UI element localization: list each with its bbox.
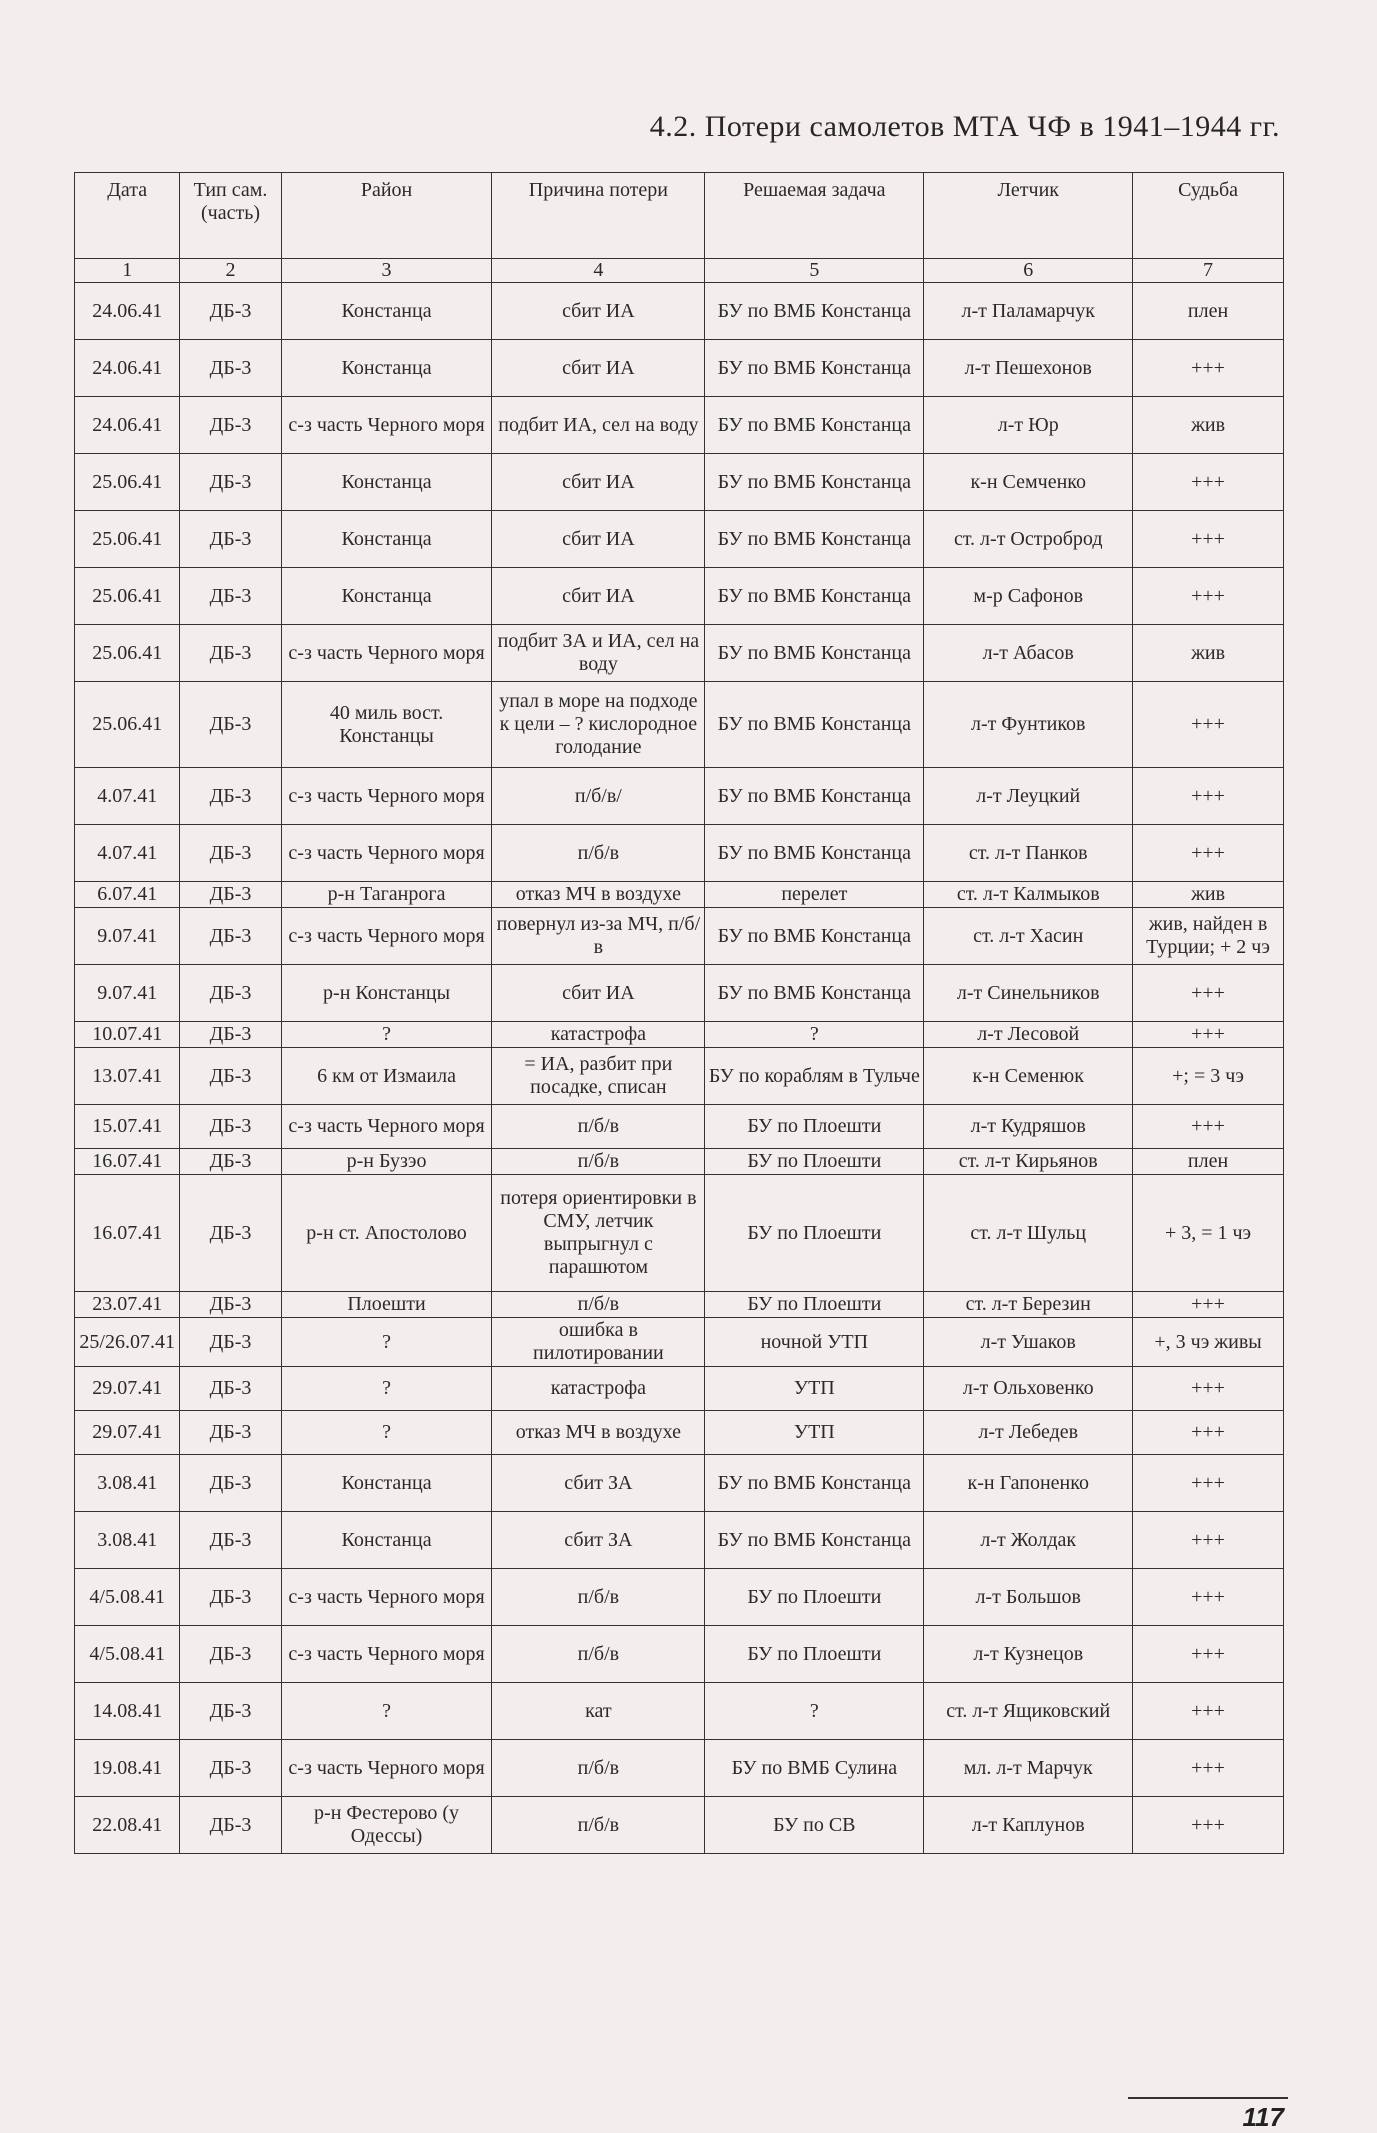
cell-pilot: к-н Семченко [924,454,1133,511]
cell-mission: БУ по СВ [705,1797,924,1854]
cell-fate: жив, найден в Турции; + 2 чэ [1133,908,1284,965]
cell-area: с-з часть Черного моря [281,825,492,882]
cell-loss-cause: сбит ИА [492,340,705,397]
cell-loss-cause: п/б/в [492,1797,705,1854]
cell-mission: БУ по ВМБ Констанца [705,682,924,768]
cell-fate: жив [1133,882,1284,908]
cell-aircraft-type: ДБ-3 [180,1411,281,1455]
table-row [75,1149,1284,1175]
column-number: 2 [180,259,281,283]
cell-date: 15.07.41 [75,1105,180,1149]
cell-area: Констанца [281,340,492,397]
cell-pilot: ст. л-т Березин [924,1292,1133,1318]
cell-pilot: л-т Синельников [924,965,1133,1022]
cell-fate: жив [1133,625,1284,682]
table-row [75,1455,1284,1512]
cell-area: Плоешти [281,1292,492,1318]
cell-date: 25/26.07.41 [75,1318,180,1367]
cell-date: 9.07.41 [75,908,180,965]
table-row [75,1175,1284,1292]
cell-date: 3.08.41 [75,1455,180,1512]
cell-fate: +++ [1133,1455,1284,1512]
cell-loss-cause: кат [492,1683,705,1740]
cell-aircraft-type: ДБ-3 [180,283,281,340]
cell-area: Констанца [281,511,492,568]
cell-aircraft-type: ДБ-3 [180,1455,281,1512]
cell-date: 24.06.41 [75,397,180,454]
cell-area: с-з часть Черного моря [281,1105,492,1149]
cell-aircraft-type: ДБ-3 [180,1569,281,1626]
cell-loss-cause: п/б/в [492,1149,705,1175]
cell-fate: +++ [1133,1105,1284,1149]
cell-loss-cause: сбит ИА [492,511,705,568]
cell-aircraft-type: ДБ-3 [180,568,281,625]
cell-fate: +++ [1133,1411,1284,1455]
cell-aircraft-type: ДБ-3 [180,1683,281,1740]
cell-area: ? [281,1367,492,1411]
cell-mission: БУ по ВМБ Констанца [705,908,924,965]
cell-aircraft-type: ДБ-3 [180,625,281,682]
cell-loss-cause: сбит ЗА [492,1455,705,1512]
cell-loss-cause: п/б/в [492,1569,705,1626]
cell-area: ? [281,1318,492,1367]
cell-mission: БУ по ВМБ Констанца [705,568,924,625]
cell-fate: + 3, = 1 чэ [1133,1175,1284,1292]
cell-area: р-н Бузэо [281,1149,492,1175]
cell-aircraft-type: ДБ-3 [180,1048,281,1105]
column-header-area: Район [281,173,492,259]
cell-loss-cause: сбит ЗА [492,1512,705,1569]
cell-pilot: л-т Лебедев [924,1411,1133,1455]
cell-mission: ? [705,1683,924,1740]
cell-mission: БУ по Плоешти [705,1175,924,1292]
cell-area: р-н Констанцы [281,965,492,1022]
cell-fate: +++ [1133,1292,1284,1318]
cell-date: 29.07.41 [75,1411,180,1455]
cell-mission: БУ по Плоешти [705,1569,924,1626]
cell-fate: +++ [1133,511,1284,568]
cell-aircraft-type: ДБ-3 [180,882,281,908]
cell-mission: УТП [705,1367,924,1411]
cell-area: Констанца [281,568,492,625]
cell-date: 4/5.08.41 [75,1569,180,1626]
cell-area: 6 км от Измаила [281,1048,492,1105]
cell-area: р-н Фестерово (у Одессы) [281,1797,492,1854]
cell-loss-cause: подбит ИА, сел на воду [492,397,705,454]
cell-fate: +++ [1133,340,1284,397]
cell-mission: УТП [705,1411,924,1455]
cell-loss-cause: сбит ИА [492,283,705,340]
cell-mission: БУ по ВМБ Констанца [705,825,924,882]
cell-fate: +++ [1133,1683,1284,1740]
table-body [75,283,1284,1854]
cell-fate: плен [1133,1149,1284,1175]
cell-mission: ? [705,1022,924,1048]
table-row [75,682,1284,768]
table-row [75,1367,1284,1411]
cell-fate: жив [1133,397,1284,454]
losses-table [74,172,1284,1854]
cell-pilot: л-т Кузнецов [924,1626,1133,1683]
cell-mission: БУ по Плоешти [705,1105,924,1149]
cell-aircraft-type: ДБ-3 [180,1149,281,1175]
cell-pilot: ст. л-т Калмыков [924,882,1133,908]
cell-pilot: ст. л-т Панков [924,825,1133,882]
cell-date: 4.07.41 [75,768,180,825]
cell-aircraft-type: ДБ-3 [180,825,281,882]
table-row [75,340,1284,397]
table-row [75,1512,1284,1569]
cell-fate: +++ [1133,1022,1284,1048]
cell-fate: +++ [1133,454,1284,511]
table-row [75,1292,1284,1318]
cell-date: 13.07.41 [75,1048,180,1105]
table-row [75,1797,1284,1854]
cell-mission: БУ по Плоешти [705,1149,924,1175]
cell-loss-cause: отказ МЧ в воздухе [492,882,705,908]
table-row [75,768,1284,825]
table-row [75,454,1284,511]
cell-date: 16.07.41 [75,1149,180,1175]
cell-date: 4.07.41 [75,825,180,882]
cell-fate: +++ [1133,682,1284,768]
cell-aircraft-type: ДБ-3 [180,1105,281,1149]
cell-pilot: л-т Жолдак [924,1512,1133,1569]
cell-fate: +++ [1133,1367,1284,1411]
column-number: 3 [281,259,492,283]
cell-mission: БУ по Плоешти [705,1292,924,1318]
cell-pilot: л-т Леуцкий [924,768,1133,825]
cell-pilot: л-т Пешехонов [924,340,1133,397]
cell-loss-cause: катастрофа [492,1022,705,1048]
table-row [75,568,1284,625]
cell-area: с-з часть Черного моря [281,397,492,454]
cell-aircraft-type: ДБ-3 [180,1626,281,1683]
table-row [75,511,1284,568]
column-number: 7 [1133,259,1284,283]
cell-mission: БУ по ВМБ Констанца [705,511,924,568]
cell-fate: +++ [1133,1740,1284,1797]
cell-area: Констанца [281,454,492,511]
cell-pilot: к-н Гапоненко [924,1455,1133,1512]
cell-fate: +, 3 чэ живы [1133,1318,1284,1367]
cell-loss-cause: п/б/в [492,1292,705,1318]
cell-fate: +++ [1133,1797,1284,1854]
table-row [75,1022,1284,1048]
cell-mission: БУ по ВМБ Констанца [705,1512,924,1569]
cell-date: 4/5.08.41 [75,1626,180,1683]
cell-mission: перелет [705,882,924,908]
cell-loss-cause: упал в море на подходе к цели – ? кислородное голодание [492,682,705,768]
column-number: 5 [705,259,924,283]
cell-mission: БУ по ВМБ Констанца [705,768,924,825]
cell-pilot: ст. л-т Шульц [924,1175,1133,1292]
cell-area: Констанца [281,283,492,340]
cell-pilot: ст. л-т Кирьянов [924,1149,1133,1175]
cell-loss-cause: п/б/в/ [492,768,705,825]
cell-aircraft-type: ДБ-3 [180,1740,281,1797]
cell-aircraft-type: ДБ-3 [180,1512,281,1569]
cell-fate: плен [1133,283,1284,340]
cell-mission: БУ по ВМБ Констанца [705,965,924,1022]
cell-mission: БУ по ВМБ Констанца [705,397,924,454]
cell-aircraft-type: ДБ-3 [180,1175,281,1292]
table-row [75,1318,1284,1367]
cell-area: ? [281,1683,492,1740]
cell-loss-cause: повернул из-за МЧ, п/б/в [492,908,705,965]
header-row [75,173,1284,259]
column-header-fate: Судьба [1133,173,1284,259]
cell-fate: +++ [1133,1512,1284,1569]
table-row [75,1683,1284,1740]
table-row [75,882,1284,908]
table-row [75,1740,1284,1797]
cell-area: с-з часть Черного моря [281,1569,492,1626]
cell-area: с-з часть Черного моря [281,908,492,965]
cell-area: р-н Таганрога [281,882,492,908]
column-header-date: Дата [75,173,180,259]
cell-pilot: к-н Семенюк [924,1048,1133,1105]
cell-fate: +; = 3 чэ [1133,1048,1284,1105]
cell-date: 6.07.41 [75,882,180,908]
cell-pilot: л-т Ольховенко [924,1367,1133,1411]
column-header-aircraft-type: Тип сам. (часть) [180,173,281,259]
cell-aircraft-type: ДБ-3 [180,1797,281,1854]
cell-pilot: ст. л-т Хасин [924,908,1133,965]
cell-date: 25.06.41 [75,454,180,511]
cell-fate: +++ [1133,825,1284,882]
cell-date: 23.07.41 [75,1292,180,1318]
cell-mission: БУ по ВМБ Констанца [705,454,924,511]
cell-loss-cause: п/б/в [492,1105,705,1149]
cell-aircraft-type: ДБ-3 [180,1292,281,1318]
table-row [75,397,1284,454]
cell-loss-cause: = ИА, разбит при посадке, списан [492,1048,705,1105]
cell-pilot: л-т Фунтиков [924,682,1133,768]
cell-loss-cause: п/б/в [492,1626,705,1683]
cell-mission: БУ по кораблям в Тульче [705,1048,924,1105]
cell-aircraft-type: ДБ-3 [180,1022,281,1048]
cell-pilot: л-т Абасов [924,625,1133,682]
page-number: 117 [1242,2102,1284,2132]
cell-aircraft-type: ДБ-3 [180,768,281,825]
column-number-row [75,259,1284,283]
cell-area: с-з часть Черного моря [281,1626,492,1683]
cell-date: 25.06.41 [75,682,180,768]
cell-loss-cause: подбит ЗА и ИА, сел на воду [492,625,705,682]
cell-aircraft-type: ДБ-3 [180,340,281,397]
cell-aircraft-type: ДБ-3 [180,682,281,768]
cell-loss-cause: ошибка в пилотировании [492,1318,705,1367]
cell-date: 22.08.41 [75,1797,180,1854]
cell-mission: БУ по ВМБ Констанца [705,625,924,682]
cell-aircraft-type: ДБ-3 [180,454,281,511]
cell-aircraft-type: ДБ-3 [180,511,281,568]
cell-aircraft-type: ДБ-3 [180,1367,281,1411]
cell-aircraft-type: ДБ-3 [180,908,281,965]
cell-mission: ночной УТП [705,1318,924,1367]
column-number: 4 [492,259,705,283]
cell-aircraft-type: ДБ-3 [180,1318,281,1367]
cell-fate: +++ [1133,965,1284,1022]
cell-loss-cause: п/б/в [492,825,705,882]
cell-date: 25.06.41 [75,511,180,568]
cell-loss-cause: сбит ИА [492,568,705,625]
cell-aircraft-type: ДБ-3 [180,397,281,454]
table-row [75,283,1284,340]
cell-mission: БУ по ВМБ Сулина [705,1740,924,1797]
table-row [75,625,1284,682]
table-row [75,825,1284,882]
cell-area: Констанца [281,1512,492,1569]
page-title: 4.2. Потери самолетов МТА ЧФ в 1941–1944 гг. [649,110,1280,143]
cell-area: с-з часть Черного моря [281,1740,492,1797]
cell-pilot: л-т Паламарчук [924,283,1133,340]
cell-mission: БУ по ВМБ Констанца [705,340,924,397]
column-number: 6 [924,259,1133,283]
cell-area: с-з часть Черного моря [281,768,492,825]
table-row [75,1411,1284,1455]
cell-loss-cause: катастрофа [492,1367,705,1411]
table-row [75,1048,1284,1105]
cell-aircraft-type: ДБ-3 [180,965,281,1022]
cell-loss-cause: п/б/в [492,1740,705,1797]
cell-pilot: м-р Сафонов [924,568,1133,625]
cell-mission: БУ по ВМБ Констанца [705,283,924,340]
cell-date: 24.06.41 [75,283,180,340]
cell-area: 40 миль вост. Констанцы [281,682,492,768]
cell-loss-cause: отказ МЧ в воздухе [492,1411,705,1455]
column-header-pilot: Летчик [924,173,1133,259]
cell-date: 10.07.41 [75,1022,180,1048]
cell-date: 9.07.41 [75,965,180,1022]
table-row [75,908,1284,965]
cell-date: 19.08.41 [75,1740,180,1797]
cell-area: Констанца [281,1455,492,1512]
table-row [75,1105,1284,1149]
table-row [75,1569,1284,1626]
cell-fate: +++ [1133,1569,1284,1626]
cell-pilot: л-т Ушаков [924,1318,1133,1367]
cell-fate: +++ [1133,1626,1284,1683]
cell-fate: +++ [1133,768,1284,825]
table-row [75,1626,1284,1683]
cell-area: ? [281,1411,492,1455]
cell-area: ? [281,1022,492,1048]
cell-pilot: л-т Юр [924,397,1133,454]
cell-pilot: мл. л-т Марчук [924,1740,1133,1797]
cell-date: 25.06.41 [75,625,180,682]
cell-pilot: л-т Каплунов [924,1797,1133,1854]
cell-date: 16.07.41 [75,1175,180,1292]
table-row [75,965,1284,1022]
cell-date: 25.06.41 [75,568,180,625]
cell-pilot: ст. л-т Ящиковский [924,1683,1133,1740]
cell-pilot: л-т Лесовой [924,1022,1133,1048]
cell-mission: БУ по Плоешти [705,1626,924,1683]
cell-date: 3.08.41 [75,1512,180,1569]
column-header-mission: Решаемая задача [705,173,924,259]
cell-date: 24.06.41 [75,340,180,397]
cell-fate: +++ [1133,568,1284,625]
cell-mission: БУ по ВМБ Констанца [705,1455,924,1512]
column-number: 1 [75,259,180,283]
cell-area: р-н ст. Апостолово [281,1175,492,1292]
cell-date: 29.07.41 [75,1367,180,1411]
cell-pilot: л-т Кудряшов [924,1105,1133,1149]
page-rule [1128,2097,1288,2099]
cell-loss-cause: потеря ориентировки в СМУ, летчик выпрыгнул с парашютом [492,1175,705,1292]
cell-area: с-з часть Черного моря [281,625,492,682]
cell-loss-cause: сбит ИА [492,965,705,1022]
cell-pilot: л-т Большов [924,1569,1133,1626]
cell-loss-cause: сбит ИА [492,454,705,511]
column-header-loss-cause: Причина потери [492,173,705,259]
cell-pilot: ст. л-т Остроброд [924,511,1133,568]
cell-date: 14.08.41 [75,1683,180,1740]
